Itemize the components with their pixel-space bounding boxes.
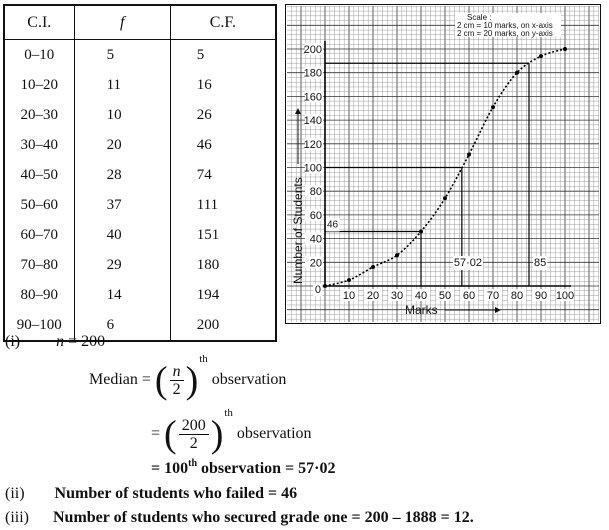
table-header-row [4, 5, 276, 40]
part-ii-label: (ii) [5, 485, 25, 502]
median-substituted: = ( $\frac{200}{2}$ )$^{th}$ observation [151, 407, 312, 456]
annotation-46: 46 [327, 219, 339, 231]
table-row [4, 190, 276, 220]
scale-box [455, 13, 561, 38]
y-tick-label: 60 [309, 209, 322, 222]
cell-ci: 80–90 [4, 280, 74, 310]
cell-cf: 200 [170, 310, 276, 341]
superscript-th: th [224, 407, 233, 419]
origin-label: 0 [314, 284, 321, 296]
ogive-point [515, 71, 519, 75]
ogive-point [443, 196, 447, 200]
x-tick-label: 30 [390, 290, 404, 302]
x-tick-label: 100 [555, 290, 575, 302]
y-tick-label: 160 [303, 91, 322, 104]
ogive-point [419, 229, 423, 233]
median-value-text: observation = 57·02 [197, 460, 336, 477]
equals-sign: = [141, 371, 151, 388]
cell-f: 6 [74, 310, 170, 341]
cell-f: 14 [74, 280, 170, 310]
ogive-point [467, 152, 471, 156]
frequency-table [3, 4, 277, 342]
x-tick-label: 40 [414, 290, 428, 302]
fraction-denominator: 2 [172, 380, 181, 398]
x-tick-label: 10 [342, 290, 356, 302]
table-row [4, 100, 276, 130]
cell-f: 28 [74, 160, 170, 190]
median-label: Median [89, 371, 138, 388]
n-value: = 200 [68, 333, 106, 350]
table-row [4, 220, 276, 250]
y-axis-title: Number of Students [291, 177, 305, 284]
cell-ci: 90–100 [4, 310, 74, 341]
part-iii [5, 509, 474, 527]
y-tick-label: 120 [303, 138, 322, 151]
n-over-2 [170, 363, 184, 398]
part-iii-label: (iii) [5, 509, 29, 526]
hundredth-number: 100 [164, 460, 189, 477]
cell-ci: 30–40 [4, 130, 74, 160]
table-row [4, 70, 276, 100]
cell-cf: 111 [170, 190, 276, 220]
cell-cf: 180 [170, 250, 276, 280]
200-over-2 [179, 417, 209, 452]
cell-ci: 60–70 [4, 220, 74, 250]
x-tick-label: 20 [366, 290, 380, 302]
table-row [4, 130, 276, 160]
ogive-point [371, 265, 375, 269]
fraction-denominator: 2 [189, 434, 198, 452]
cell-f: 10 [74, 100, 170, 130]
x-tick-label: 90 [534, 290, 548, 302]
scale-y: 2 cm = 20 marks, on y-axis [457, 29, 553, 38]
ogive-point [395, 253, 399, 257]
header-class-interval: C.I. [4, 5, 74, 40]
superscript-th: th [188, 458, 198, 469]
superscript-th: th [199, 353, 208, 365]
observation-word: observation [236, 425, 312, 442]
cell-cf: 5 [170, 40, 276, 71]
part-ii-text: Number of students who failed = 46 [54, 485, 298, 502]
x-axis-title: Marks [405, 303, 438, 317]
part-ii [5, 485, 297, 503]
x-tick-label: 50 [438, 290, 452, 302]
ogive-point [491, 105, 495, 109]
y-tick-label: 20 [309, 257, 322, 270]
ogive-chart [285, 4, 601, 324]
cell-f: 37 [74, 190, 170, 220]
table-row [4, 250, 276, 280]
ogive-point [563, 47, 567, 51]
ogive-point [323, 284, 327, 288]
y-tick-label: 80 [309, 186, 322, 199]
part-iii-text: Number of students who secured grade one = 200 – 1888 = 12. [53, 509, 474, 526]
annotation-85: 85 [534, 257, 547, 269]
y-tick-label: 180 [303, 67, 322, 80]
cell-f: 11 [74, 70, 170, 100]
ogive-point [347, 278, 351, 282]
cell-cf: 16 [170, 70, 276, 100]
cell-f: 5 [74, 40, 170, 71]
header-frequency: f [74, 5, 170, 40]
y-tick-label: 200 [303, 44, 322, 56]
median-formula: Median = ( $\frac{n}{2}$ )$^{th}$ observation [89, 353, 287, 402]
cell-ci: 10–20 [4, 70, 74, 100]
x-tick-label: 70 [486, 290, 500, 302]
header-cumulative-frequency: C.F. [170, 5, 276, 40]
equals-sign: = [151, 425, 161, 442]
cell-f: 40 [74, 220, 170, 250]
cell-cf: 151 [170, 220, 276, 250]
fraction-numerator: 200 [179, 417, 209, 435]
scale-title: Scale : [467, 13, 492, 22]
part-i-n [5, 333, 105, 351]
cell-f: 29 [74, 250, 170, 280]
x-tick-label: 60 [462, 290, 476, 302]
n-variable: n [56, 333, 65, 350]
x-tick-label: 80 [510, 290, 524, 302]
cell-cf: 194 [170, 280, 276, 310]
cell-f: 20 [74, 130, 170, 160]
part-i-label: (i) [5, 333, 21, 350]
y-tick-label: 40 [309, 233, 322, 246]
cell-cf: 74 [170, 160, 276, 190]
y-tick-label: 140 [303, 115, 322, 128]
cell-ci: 0–10 [4, 40, 74, 71]
annotation-median: 57·02 [453, 257, 482, 269]
scale-x: 2 cm = 10 marks, on x-axis [457, 21, 553, 30]
table-row [4, 280, 276, 310]
equals-sign: = [151, 460, 161, 477]
cell-cf: 26 [170, 100, 276, 130]
cell-ci: 40–50 [4, 160, 74, 190]
y-tick-label: 100 [303, 162, 322, 175]
cell-ci: 70–80 [4, 250, 74, 280]
table-row [4, 160, 276, 190]
ogive-point [539, 54, 543, 58]
observation-word: observation [211, 371, 287, 388]
cell-ci: 20–30 [4, 100, 74, 130]
fraction-numerator: n [170, 363, 184, 381]
median-result [151, 460, 335, 480]
cell-cf: 46 [170, 130, 276, 160]
cell-ci: 50–60 [4, 190, 74, 220]
table-row [4, 40, 276, 71]
